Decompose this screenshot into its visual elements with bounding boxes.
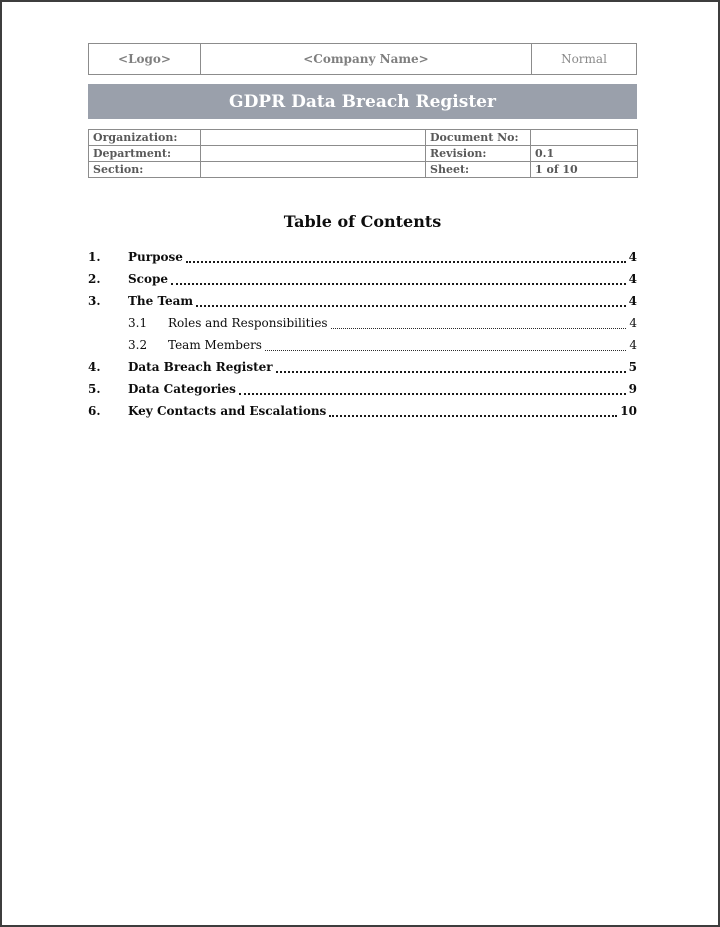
toc-entry-page: 4 — [629, 316, 637, 330]
sheet-label: Sheet: — [426, 162, 531, 178]
organization-label: Organization: — [89, 130, 201, 146]
toc-entry-page: 9 — [628, 382, 637, 396]
toc-entry-number: 1. — [88, 250, 101, 264]
toc-leader-dots — [276, 356, 626, 373]
toc-entry-the-team[interactable] — [88, 290, 637, 312]
toc-entry-data-categories[interactable] — [88, 378, 637, 400]
page-content — [88, 2, 637, 422]
info-row-organization — [89, 130, 638, 146]
toc-entry-number: 3. — [88, 294, 101, 308]
toc-leader-dots — [171, 268, 626, 285]
toc-entry-page: 4 — [628, 250, 637, 264]
toc-leader-dots — [329, 400, 617, 417]
toc-entry-label: Key Contacts and Escalations — [128, 404, 327, 418]
document-no-label: Document No: — [426, 130, 531, 146]
toc-entry-label: Team Members — [168, 338, 262, 352]
company-name-placeholder: <Company Name> — [201, 44, 532, 74]
table-of-contents — [88, 246, 637, 422]
document-title: GDPR Data Breach Register — [229, 91, 496, 112]
organization-value — [201, 130, 426, 146]
toc-entry-label: Roles and Responsibilities — [168, 316, 328, 330]
toc-entry-scope[interactable] — [88, 268, 637, 290]
logo-placeholder: <Logo> — [89, 44, 201, 74]
toc-leader-dots — [239, 378, 626, 395]
toc-entry-key-contacts-and-escalations[interactable] — [88, 400, 637, 422]
toc-leader-dots — [331, 312, 627, 329]
document-info-table — [88, 129, 638, 178]
section-label: Section: — [89, 162, 201, 178]
toc-entry-data-breach-register[interactable] — [88, 356, 637, 378]
toc-leader-dots — [186, 246, 626, 263]
toc-entry-number: 2. — [88, 272, 101, 286]
document-title-banner — [88, 84, 637, 119]
document-header-table — [88, 43, 637, 75]
revision-value: 0.1 — [531, 146, 638, 162]
toc-entry-number: 6. — [88, 404, 101, 418]
sheet-value: 1 of 10 — [531, 162, 638, 178]
classification-label: Normal — [561, 52, 607, 66]
department-label: Department: — [89, 146, 201, 162]
toc-entry-page: 10 — [620, 404, 637, 418]
toc-entry-team-members[interactable] — [88, 334, 637, 356]
toc-entry-roles-and-responsibilities[interactable] — [88, 312, 637, 334]
toc-entry-number: 5. — [88, 382, 101, 396]
toc-leader-dots — [265, 334, 626, 351]
toc-entry-page: 4 — [628, 272, 637, 286]
info-row-department — [89, 146, 638, 162]
toc-entry-purpose[interactable] — [88, 246, 637, 268]
info-row-section — [89, 162, 638, 178]
toc-entry-label: The Team — [128, 294, 194, 308]
revision-label: Revision: — [426, 146, 531, 162]
section-value — [201, 162, 426, 178]
toc-entry-label: Purpose — [128, 250, 183, 264]
document-no-value — [531, 130, 638, 146]
toc-leader-dots — [196, 290, 626, 307]
toc-entry-page: 5 — [628, 360, 637, 374]
toc-entry-page: 4 — [628, 294, 637, 308]
toc-entry-page: 4 — [629, 338, 637, 352]
toc-entry-label: Data Categories — [128, 382, 236, 396]
toc-entry-number: 4. — [88, 360, 101, 374]
department-value — [201, 146, 426, 162]
toc-entry-label: Data Breach Register — [128, 360, 273, 374]
toc-entry-label: Scope — [128, 272, 169, 286]
toc-entry-number: 3.2 — [128, 338, 148, 352]
toc-entry-number: 3.1 — [128, 316, 148, 330]
toc-title: Table of Contents — [283, 212, 442, 231]
